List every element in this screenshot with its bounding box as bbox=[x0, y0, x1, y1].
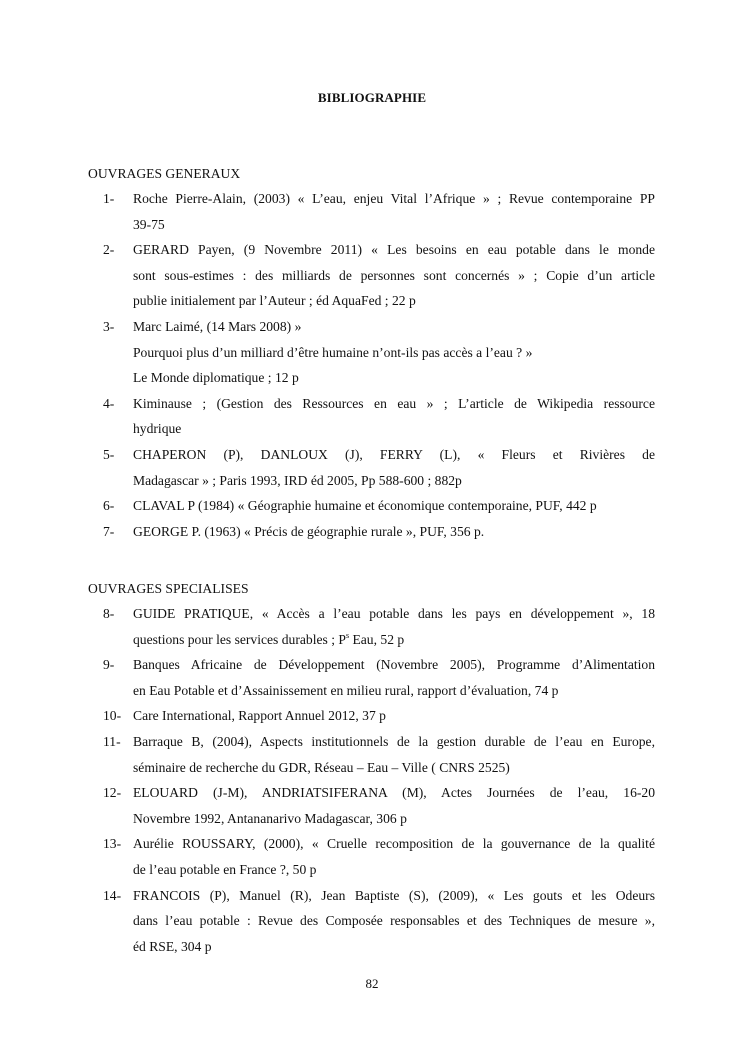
reference-line: Novembre 1992, Antananarivo Madagascar, 306 p bbox=[133, 810, 407, 826]
reference-line: Kiminause ; (Gestion des Ressources en eau » ; L’article de Wikipedia ressource bbox=[133, 395, 655, 411]
reference-entry-13 bbox=[103, 831, 655, 882]
reference-line bbox=[133, 627, 655, 653]
reference-line: Madagascar » ; Paris 1993, IRD éd 2005, Pp 588-600 ; 882p bbox=[133, 472, 462, 488]
reference-entry-3 bbox=[103, 314, 655, 391]
reference-line: Aurélie ROUSSARY, (2000), « Cruelle recomposition de la gouvernance de la qualité bbox=[133, 836, 655, 852]
section-heading-ouvrages-specialises: OUVRAGES SPECIALISES bbox=[88, 581, 249, 596]
reference-number: 7- bbox=[103, 523, 115, 539]
reference-line: GUIDE PRATIQUE, « Accès a l’eau potable dans les pays en développement », 18 bbox=[133, 606, 655, 621]
reference-line: Le Monde diplomatique ; 12 p bbox=[133, 370, 299, 386]
reference-line: dans l’eau potable : Revue des Composée responsables et des Techniques de mesure », bbox=[133, 913, 655, 929]
reference-line: Care International, Rapport Annuel 2012, 37 p bbox=[133, 708, 386, 724]
reference-entry-4 bbox=[103, 391, 655, 442]
superscript: s bbox=[345, 630, 350, 640]
reference-line-part: questions pour les services durables ; P bbox=[133, 631, 346, 647]
reference-line: ELOUARD (J-M), ANDRIATSIFERANA (M), Actes Journées de l’eau, 16-20 bbox=[133, 785, 655, 801]
reference-number: 6- bbox=[103, 498, 115, 514]
reference-number: 10- bbox=[103, 708, 122, 724]
reference-entry-7 bbox=[103, 519, 655, 545]
reference-line: Pourquoi plus d’un milliard d’être humaine n’ont-ils pas accès a l’eau ? » bbox=[133, 344, 533, 360]
reference-line-part: Eau, 52 p bbox=[349, 631, 405, 647]
reference-line: Roche Pierre-Alain, (2003) « L’eau, enjeu Vital l’Afrique » ; Revue contemporaine PP bbox=[133, 191, 655, 206]
reference-number: 5- bbox=[103, 446, 115, 462]
page-number: 82 bbox=[365, 976, 379, 991]
reference-entry-1 bbox=[103, 186, 655, 237]
reference-line: hydrique bbox=[133, 421, 182, 437]
reference-line: GERARD Payen, (9 Novembre 2011) « Les besoins en eau potable dans le monde bbox=[133, 242, 655, 258]
reference-entry-5 bbox=[103, 442, 655, 493]
reference-line: séminaire de recherche du GDR, Réseau – Eau – Ville ( CNRS 2525) bbox=[133, 759, 510, 775]
reference-line: publie initialement par l’Auteur ; éd AquaFed ; 22 p bbox=[133, 293, 416, 309]
reference-number: 4- bbox=[103, 395, 115, 411]
reference-entry-9 bbox=[103, 652, 655, 703]
reference-line: en Eau Potable et d’Assainissement en milieu rural, rapport d’évaluation, 74 p bbox=[133, 682, 559, 698]
reference-line: Marc Laimé, (14 Mars 2008) » bbox=[133, 318, 302, 334]
reference-line: 39-75 bbox=[133, 216, 165, 232]
reference-entry-8 bbox=[103, 601, 655, 652]
reference-line: Barraque B, (2004), Aspects institutionnels de la gestion durable de l’eau en Europe, bbox=[133, 733, 655, 749]
reference-number: 13- bbox=[103, 836, 122, 852]
page-title: BIBLIOGRAPHIE bbox=[317, 90, 427, 105]
reference-line: éd RSE, 304 p bbox=[133, 938, 212, 954]
reference-number: 2- bbox=[103, 242, 115, 258]
reference-entry-6 bbox=[103, 493, 655, 519]
reference-line: CLAVAL P (1984) « Géographie humaine et économique contemporaine, PUF, 442 p bbox=[133, 498, 597, 514]
reference-number: 9- bbox=[103, 657, 115, 673]
reference-number: 1- bbox=[103, 191, 115, 206]
reference-entry-14 bbox=[103, 883, 655, 960]
reference-line: Banques Africaine de Développement (Novembre 2005), Programme d’Alimentation bbox=[133, 657, 655, 673]
reference-list-specialises bbox=[0, 601, 744, 959]
reference-number: 11- bbox=[103, 733, 121, 749]
reference-list-generaux bbox=[0, 186, 744, 544]
reference-line: sont sous-estimes : des milliards de personnes sont concernés » ; Copie d’un article bbox=[133, 267, 655, 283]
reference-line: de l’eau potable en France ?, 50 p bbox=[133, 861, 317, 877]
reference-entry-11 bbox=[103, 729, 655, 780]
reference-line: FRANCOIS (P), Manuel (R), Jean Baptiste (S), (2009), « Les gouts et les Odeurs bbox=[133, 887, 655, 903]
reference-entry-12 bbox=[103, 780, 655, 831]
section-heading-ouvrages-generaux: OUVRAGES GENERAUX bbox=[88, 166, 241, 181]
reference-line: GEORGE P. (1963) « Précis de géographie rurale », PUF, 356 p. bbox=[133, 523, 485, 539]
reference-line: CHAPERON (P), DANLOUX (J), FERRY (L), « Fleurs et Rivières de bbox=[133, 446, 655, 462]
reference-entry-10 bbox=[103, 703, 655, 729]
reference-number: 8- bbox=[103, 606, 115, 621]
reference-number: 3- bbox=[103, 318, 115, 334]
reference-entry-2 bbox=[103, 237, 655, 314]
reference-number: 12- bbox=[103, 785, 122, 801]
reference-number: 14- bbox=[103, 887, 122, 903]
